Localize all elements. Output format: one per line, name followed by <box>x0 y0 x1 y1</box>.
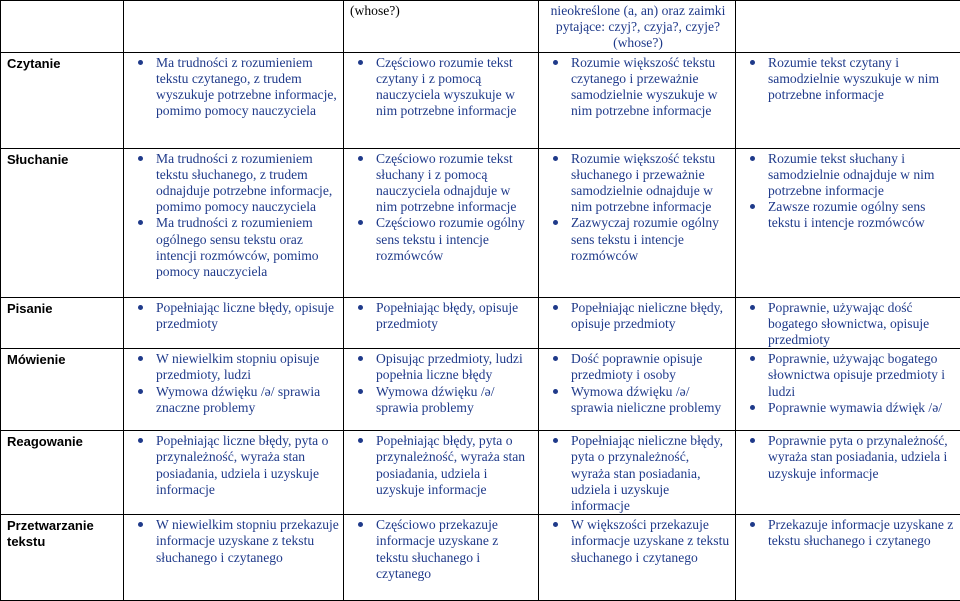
bullet-icon <box>750 204 755 209</box>
bullet-icon <box>553 60 558 65</box>
criteria-item <box>350 55 534 120</box>
bullet-icon <box>553 356 558 361</box>
criteria-cell-c3 <box>344 431 539 515</box>
bullet-icon <box>358 156 363 161</box>
bullet-icon <box>358 220 363 225</box>
criteria-text: Częściowo rozumie tekst czytany i z pomocą nauczyciela wyszukuje w nim potrzebne informacje <box>376 55 516 119</box>
criteria-item <box>742 400 956 416</box>
criteria-cell-c4 <box>539 52 736 148</box>
criteria-item <box>742 517 956 549</box>
criteria-text: Poprawnie pyta o przynależność, wyraża stan posiadania, udziela i uzyskuje informacje <box>768 433 948 480</box>
criteria-item <box>350 517 534 582</box>
top-cell-col3 <box>344 1 539 53</box>
criteria-cell-c2 <box>124 148 344 297</box>
criteria-item <box>742 151 956 200</box>
criteria-item <box>545 433 731 514</box>
criteria-cell-c4 <box>539 431 736 515</box>
skill-label: Przetwarzanie tekstu <box>1 515 124 601</box>
bullet-icon <box>553 522 558 527</box>
bullet-icon <box>358 60 363 65</box>
criteria-item <box>130 517 339 566</box>
criteria-cell-c5 <box>736 148 960 297</box>
criteria-text: Ma trudności z rozumieniem ogólnego sensu tekstu oraz intencji rozmówców, pomimo pomocy nauczyciela <box>156 215 319 279</box>
table-row <box>1 297 960 349</box>
bullet-icon <box>553 305 558 310</box>
corner-cell <box>1 1 124 53</box>
criteria-cell-c4 <box>539 297 736 349</box>
criteria-text: Ma trudności z rozumieniem tekstu słuchanego, z trudem odnajduje potrzebne informacje, pomimo pomocy nauczyciela <box>156 151 332 215</box>
criteria-cell-c3 <box>344 297 539 349</box>
bullet-icon <box>358 438 363 443</box>
criteria-item <box>545 300 731 332</box>
criteria-text: Poprawnie, używając dość bogatego słownictwa, opisuje przedmioty <box>768 300 929 347</box>
criteria-item <box>350 300 534 332</box>
criteria-cell-c2 <box>124 52 344 148</box>
criteria-text: Popełniając błędy, opisuje przedmioty <box>376 300 518 331</box>
criteria-text: Opisując przedmioty, ludzi popełnia liczne błędy <box>376 351 523 382</box>
skill-label: Słuchanie <box>1 148 124 297</box>
bullet-icon <box>358 522 363 527</box>
criteria-cell-c4 <box>539 349 736 431</box>
criteria-item <box>130 55 339 120</box>
criteria-text: Poprawnie, używając bogatego słownictwa opisuje przedmioty i ludzi <box>768 351 945 398</box>
criteria-text: Wymowa dźwięku /ə/ sprawia znaczne problemy <box>156 384 320 415</box>
criteria-cell-c5 <box>736 431 960 515</box>
bullet-icon <box>750 305 755 310</box>
criteria-item <box>130 384 339 416</box>
top-text-col4: nieokreślone (a, an) oraz zaimki pytające: czyj?, czyja?, czyje? (whose?) <box>551 3 726 50</box>
criteria-item <box>742 199 956 231</box>
criteria-text: Wymowa dźwięku /ə/ sprawia nieliczne problemy <box>571 384 721 415</box>
criteria-cell-c4 <box>539 148 736 297</box>
criteria-text: Przekazuje informacje uzyskane z tekstu słuchanego i czytanego <box>768 517 953 548</box>
criteria-text: W niewielkim stopniu przekazuje informacje uzyskane z tekstu słuchanego i czytanego <box>156 517 339 564</box>
criteria-item <box>742 55 956 104</box>
criteria-text: Popełniając błędy, pyta o przynależność, wyraża stan posiadania, udziela i uzyskuje informacje <box>376 433 525 497</box>
criteria-item <box>350 351 534 383</box>
table-row <box>1 52 960 148</box>
bullet-icon <box>553 389 558 394</box>
bullet-icon <box>138 356 143 361</box>
top-cell-col4 <box>539 1 736 53</box>
top-text-col3: (whose?) <box>350 3 400 18</box>
table-row <box>1 148 960 297</box>
criteria-item <box>742 433 956 482</box>
criteria-item <box>545 151 731 216</box>
criteria-text: Popełniając nieliczne błędy, pyta o przynależność, wyraża stan posiadania, udziela i uzyskuje informacje <box>571 433 723 513</box>
bullet-icon <box>553 220 558 225</box>
bullet-icon <box>750 156 755 161</box>
criteria-cell-c4 <box>539 515 736 601</box>
criteria-cell-c2 <box>124 515 344 601</box>
bullet-icon <box>358 389 363 394</box>
criteria-cell-c5 <box>736 515 960 601</box>
criteria-item <box>350 151 534 216</box>
criteria-text: Rozumie tekst czytany i samodzielnie wyszukuje w nim potrzebne informacje <box>768 55 939 102</box>
table-row <box>1 431 960 515</box>
criteria-item <box>130 300 339 332</box>
bullet-icon <box>553 156 558 161</box>
table-row-top <box>1 1 960 53</box>
criteria-text: Popełniając liczne błędy, opisuje przedmioty <box>156 300 334 331</box>
criteria-text: Rozumie większość tekstu czytanego i przeważnie samodzielnie wyszukuje w nim potrzebne informacje <box>571 55 717 119</box>
criteria-item <box>130 215 339 280</box>
skill-label: Reagowanie <box>1 431 124 515</box>
criteria-text: Wymowa dźwięku /ə/ sprawia problemy <box>376 384 494 415</box>
criteria-item <box>545 215 731 264</box>
criteria-item <box>350 433 534 498</box>
criteria-cell-c2 <box>124 431 344 515</box>
bullet-icon <box>138 389 143 394</box>
criteria-item <box>545 517 731 566</box>
criteria-text: Rozumie tekst słuchany i samodzielnie odnajduje w nim potrzebne informacje <box>768 151 934 198</box>
skill-label: Mówienie <box>1 349 124 431</box>
criteria-cell-c5 <box>736 52 960 148</box>
bullet-icon <box>750 60 755 65</box>
criteria-cell-c3 <box>344 515 539 601</box>
criteria-item <box>130 151 339 216</box>
criteria-item <box>350 384 534 416</box>
criteria-item <box>742 351 956 400</box>
bullet-icon <box>358 356 363 361</box>
criteria-text: Częściowo przekazuje informacje uzyskane z tekstu słuchanego i czytanego <box>376 517 498 581</box>
criteria-text: Zawsze rozumie ogólny sens tekstu i intencje rozmówców <box>768 199 925 230</box>
criteria-text: Dość poprawnie opisuje przedmioty i osoby <box>571 351 702 382</box>
criteria-cell-c5 <box>736 297 960 349</box>
criteria-cell-c3 <box>344 52 539 148</box>
criteria-item <box>130 433 339 498</box>
criteria-cell-c3 <box>344 349 539 431</box>
criteria-text: Popełniając nieliczne błędy, opisuje przedmioty <box>571 300 723 331</box>
criteria-text: Ma trudności z rozumieniem tekstu czytanego, z trudem wyszukuje potrzebne informacje, pomimo pomocy nauczyciela <box>156 55 337 119</box>
criteria-text: W niewielkim stopniu opisuje przedmioty, ludzi <box>156 351 319 382</box>
bullet-icon <box>138 156 143 161</box>
table-row <box>1 515 960 601</box>
bullet-icon <box>358 305 363 310</box>
criteria-cell-c5 <box>736 349 960 431</box>
bullet-icon <box>750 438 755 443</box>
criteria-item <box>545 351 731 383</box>
bullet-icon <box>138 438 143 443</box>
bullet-icon <box>138 220 143 225</box>
criteria-text: Rozumie większość tekstu słuchanego i przeważnie samodzielnie odnajduje w nim potrzebne informacje <box>571 151 715 215</box>
criteria-text: Poprawnie wymawia dźwięk /ə/ <box>768 400 942 415</box>
top-cell-col2 <box>124 1 344 53</box>
criteria-item <box>350 215 534 264</box>
criteria-cell-c2 <box>124 349 344 431</box>
criteria-item <box>545 384 731 416</box>
criteria-text: Popełniając liczne błędy, pyta o przynależność, wyraża stan posiadania, udziela i uzyskuje informacje <box>156 433 328 497</box>
bullet-icon <box>138 305 143 310</box>
bullet-icon <box>750 522 755 527</box>
table-row <box>1 349 960 431</box>
skill-label: Pisanie <box>1 297 124 349</box>
criteria-item <box>130 351 339 383</box>
criteria-item <box>545 55 731 120</box>
bullet-icon <box>553 438 558 443</box>
criteria-cell-c2 <box>124 297 344 349</box>
bullet-icon <box>750 356 755 361</box>
top-cell-col5 <box>736 1 960 53</box>
criteria-item <box>742 300 956 349</box>
criteria-text: Zazwyczaj rozumie ogólny sens tekstu i intencje rozmówców <box>571 215 719 262</box>
bullet-icon <box>138 60 143 65</box>
bullet-icon <box>138 522 143 527</box>
criteria-text: Częściowo rozumie tekst słuchany i z pomocą nauczyciela odnajduje w nim potrzebne informacje <box>376 151 516 215</box>
criteria-text: W większości przekazuje informacje uzyskane z tekstu słuchanego i czytanego <box>571 517 729 564</box>
bullet-icon <box>750 405 755 410</box>
criteria-cell-c3 <box>344 148 539 297</box>
criteria-text: Częściowo rozumie ogólny sens tekstu i intencje rozmówców <box>376 215 525 262</box>
skill-label: Czytanie <box>1 52 124 148</box>
